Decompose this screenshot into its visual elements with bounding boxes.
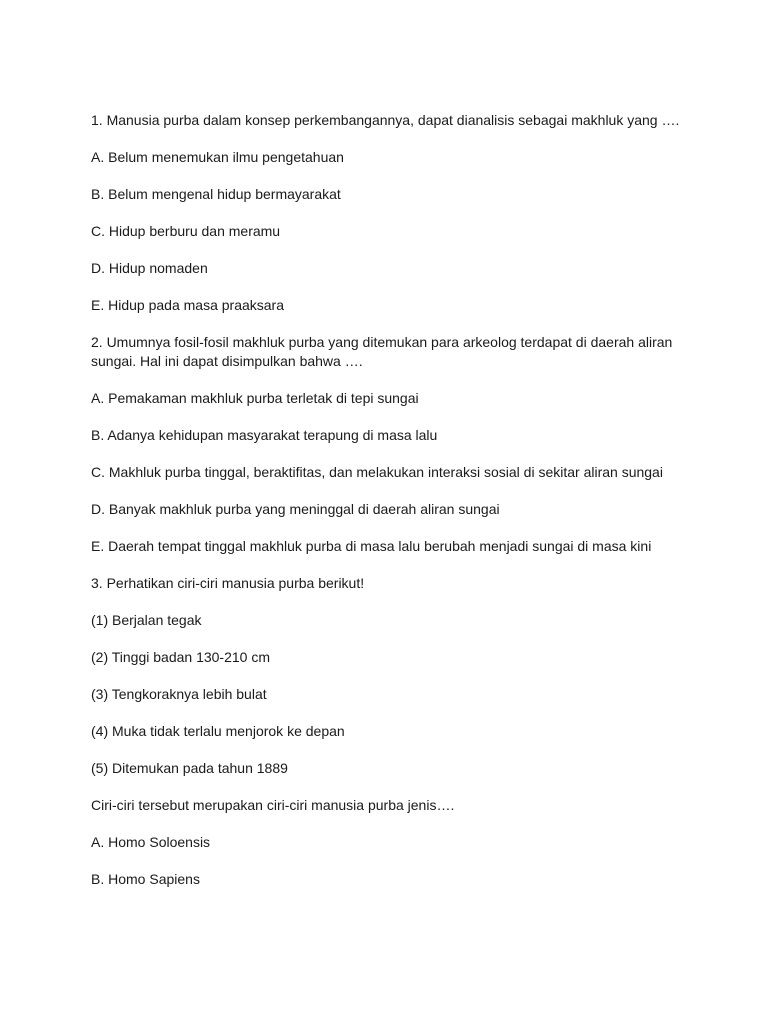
question-1-option-d: D. Hidup nomaden (91, 260, 208, 276)
question-2-option-c: C. Makhluk purba tinggal, beraktifitas, dan melakukan interaksi sosial di sekitar aliran sungai (91, 464, 663, 480)
question-3-trait-1: (1) Berjalan tegak (91, 612, 202, 628)
question-3-option-b: B. Homo Sapiens (91, 871, 200, 887)
question-1-text: 1. Manusia purba dalam konsep perkembangannya, dapat dianalisis sebagai makhluk yang …. (91, 112, 680, 128)
question-3-trait-3: (3) Tengkoraknya lebih bulat (91, 686, 267, 702)
question-3-prompt: Ciri-ciri tersebut merupakan ciri-ciri manusia purba jenis…. (91, 797, 455, 813)
question-1-option-a: A. Belum menemukan ilmu pengetahuan (91, 149, 344, 165)
question-3-trait-2: (2) Tinggi badan 130-210 cm (91, 649, 270, 665)
question-1-option-e: E. Hidup pada masa praaksara (91, 297, 284, 313)
question-2-option-e: E. Daerah tempat tinggal makhluk purba di masa lalu berubah menjadi sungai di masa kini (91, 538, 652, 554)
question-1-option-c: C. Hidup berburu dan meramu (91, 223, 281, 239)
question-3-option-a: A. Homo Soloensis (91, 834, 211, 850)
question-3-trait-4: (4) Muka tidak terlalu menjorok ke depan (91, 723, 345, 739)
question-3-trait-5: (5) Ditemukan pada tahun 1889 (91, 760, 288, 776)
question-2-option-a: A. Pemakaman makhluk purba terletak di tepi sungai (91, 390, 419, 406)
question-2-option-d: D. Banyak makhluk purba yang meninggal di daerah aliran sungai (91, 501, 500, 517)
question-2-text: 2. Umumnya fosil-fosil makhluk purba yang ditemukan para arkeolog terdapat di daerah aliran sungai. Hal ini dapat disimpulkan bahwa …. (91, 334, 673, 369)
question-2-option-b: B. Adanya kehidupan masyarakat terapung di masa lalu (91, 427, 438, 443)
question-1-option-b: B. Belum mengenal hidup bermayarakat (91, 186, 341, 202)
question-3-text: 3. Perhatikan ciri-ciri manusia purba berikut! (91, 575, 365, 591)
